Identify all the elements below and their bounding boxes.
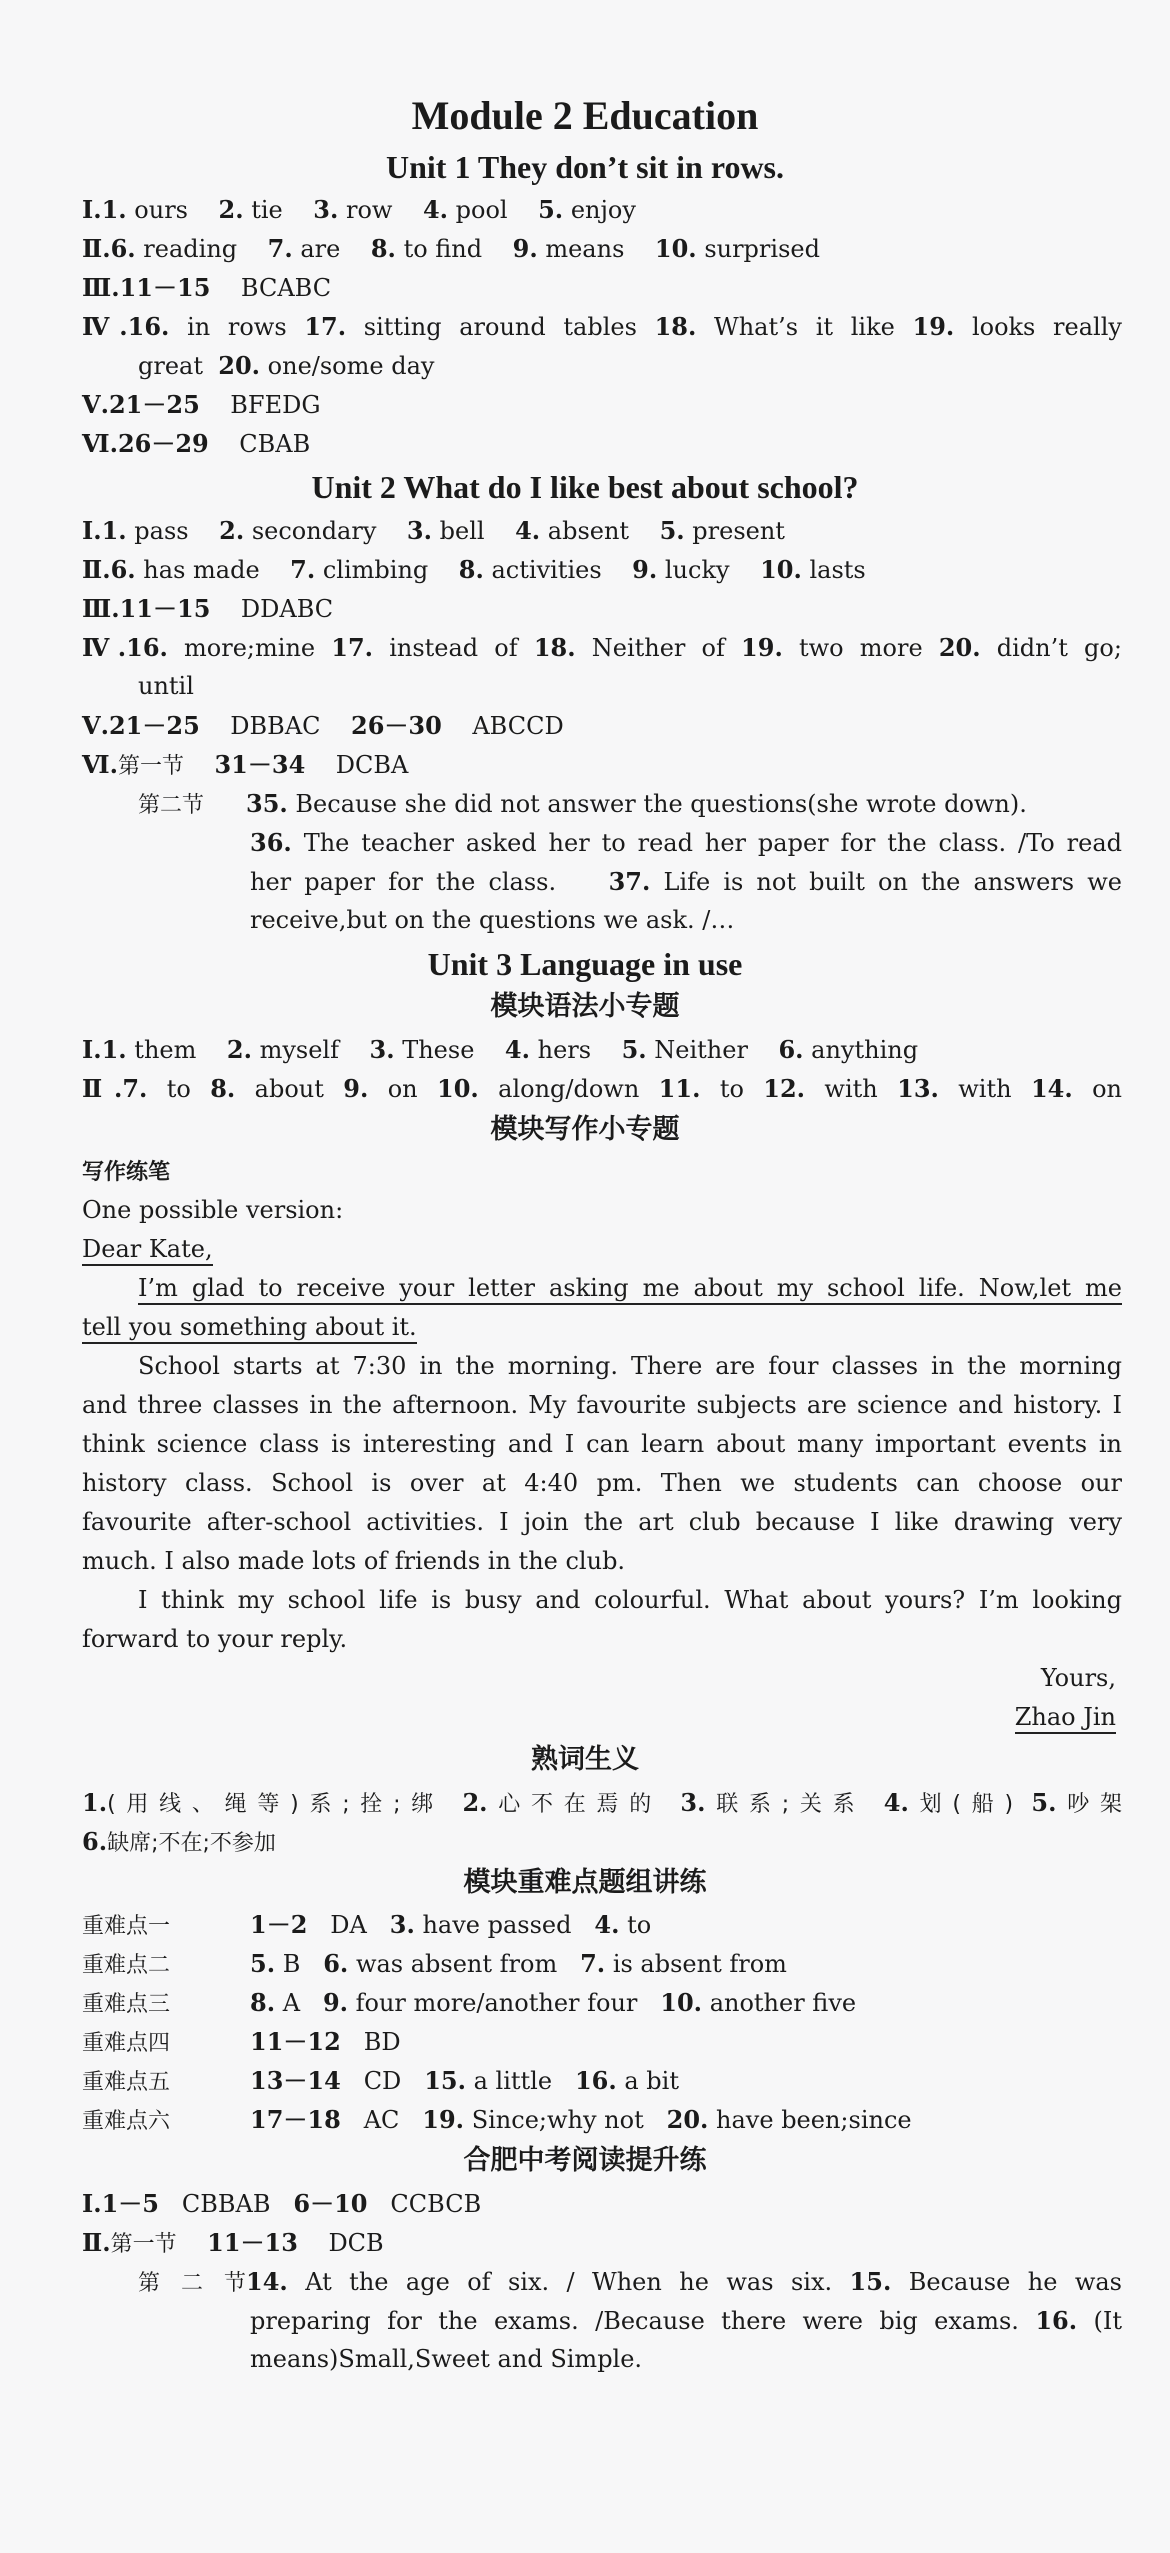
- unit1-title: Unit 1 They don’t sit in rows.: [386, 149, 784, 185]
- unit2-sec5: Ⅴ.21－25 DBBAC 26－30 ABCCD: [82, 711, 564, 740]
- unit2-sec6-part1: Ⅵ.第一节 31－34 DCBA: [82, 750, 409, 779]
- unit2-sec6-part2-line4: receive,but on the questions we ask. /…: [250, 906, 735, 934]
- unit2-sec4-line1: Ⅳ.16. more;mine 17. instead of 18. Neither of 19. two more 20. didn’t go;: [82, 633, 1122, 662]
- unit2-sec4-line2: until: [138, 672, 194, 700]
- vocab-line2: 6.缺席;不在;不参加: [82, 1827, 276, 1856]
- unit3-title: Unit 3 Language in use: [427, 946, 743, 982]
- unit2-sec1: Ⅰ.1. pass 2. secondary 3. bell 4. absent 5. present: [82, 516, 785, 545]
- unit1-sec4-line1: Ⅳ.16. in rows 17. sitting around tables 18. What’s it like 19. looks really: [82, 312, 1122, 341]
- difficulty-row: 重难点四 11－12 BD: [82, 2027, 401, 2056]
- reading-sec2-part2-line3: means)Small,Sweet and Simple.: [250, 2345, 643, 2373]
- unit2-sec6-part2-line3: her paper for the class. 37. Life is not built on the answers we: [250, 867, 1122, 896]
- unit2-sec2: Ⅱ.6. has made 7. climbing 8. activities 9. lucky 10. lasts: [82, 555, 866, 584]
- letter-p2-line1: School starts at 7:30 in the morning. There are four classes in the morning: [138, 1352, 1122, 1380]
- unit2-sec3: Ⅲ.11－15 DDABC: [82, 594, 334, 623]
- reading-sec2-part1: Ⅱ.第一节 11－13 DCB: [82, 2228, 384, 2257]
- letter-greeting: Dear Kate,: [82, 1230, 1122, 1269]
- writing-version: One possible version:: [82, 1196, 344, 1224]
- vocab-title: 熟词生义: [531, 1744, 639, 1775]
- grammar-sec2: Ⅱ.7. to 8. about 9. on 10. along/down 11. to 12. with 13. with 14. on: [82, 1074, 1123, 1103]
- unit1-sec5: Ⅴ.21－25 BFEDG: [82, 390, 321, 419]
- letter-p2-line4: history class. School is over at 4:40 pm. Then we students can choose our: [82, 1469, 1122, 1497]
- difficulty-row: 重难点二 5. B 6. was absent from 7. is absent from: [82, 1949, 787, 1978]
- reading-sec1: Ⅰ.1－5 CBBAB 6－10 CCBCB: [82, 2189, 482, 2218]
- unit1-sec1: Ⅰ.1. ours 2. tie 3. row 4. pool 5. enjoy: [82, 195, 636, 224]
- writing-label: 写作练笔: [82, 1160, 171, 1185]
- unit1-sec3: Ⅲ.11－15 BCABC: [82, 273, 332, 302]
- grammar-title: 模块语法小专题: [490, 991, 680, 1022]
- unit1-sec6: Ⅵ.26－29 CBAB: [82, 429, 311, 458]
- letter-p1-line1: I’m glad to receive your letter asking me about my school life. Now,let me: [138, 1269, 1122, 1308]
- reading-title: 合肥中考阅读提升练: [463, 2145, 707, 2176]
- letter-p3-line2: forward to your reply.: [82, 1625, 348, 1653]
- reading-sec2-part2-line2: preparing for the exams. /Because there were big exams. 16. (It: [250, 2306, 1122, 2335]
- difficulties-title: 模块重难点题组讲练: [463, 1867, 707, 1898]
- letter-p3-line1: I think my school life is busy and colourful. What about yours? I’m looking: [138, 1586, 1122, 1614]
- difficulty-row: 重难点一 1－2 DA 3. have passed 4. to: [82, 1910, 652, 1939]
- writing-title: 模块写作小专题: [490, 1114, 680, 1145]
- unit2-title: Unit 2 What do I like best about school?: [311, 469, 859, 505]
- unit2-sec6-part2-line2: 36. The teacher asked her to read her paper for the class. /To read: [250, 828, 1122, 857]
- difficulty-row: 重难点三 8. A 9. four more/another four 10. another five: [82, 1988, 857, 2017]
- difficulty-row: 重难点五 13－14 CD 15. a little 16. a bit: [82, 2066, 679, 2095]
- vocab-line1: 1.(用线、绳等)系;拴;绑 2.心不在焉的 3.联系;关系 4.划(船) 5.吵架: [82, 1788, 1122, 1817]
- grammar-sec1: Ⅰ.1. them 2. myself 3. These 4. hers 5. Neither 6. anything: [82, 1035, 919, 1064]
- reading-sec2-part2-line1: 第二节14. At the age of six. / When he was six. 15. Because he was: [138, 2267, 1122, 2296]
- letter-p1-line2: tell you something about it.: [82, 1308, 1122, 1347]
- letter-p2-line6: much. I also made lots of friends in the club.: [82, 1547, 626, 1575]
- unit1-sec2: Ⅱ.6. reading 7. are 8. to find 9. means 10. surprised: [82, 234, 820, 263]
- module-title: Module 2 Education: [411, 93, 759, 138]
- letter-p2-line3: think science class is interesting and I can learn about many important events in: [82, 1430, 1122, 1458]
- difficulty-row: 重难点六 17－18 AC 19. Since;why not 20. have been;since: [82, 2105, 912, 2134]
- letter-closing: Yours,: [1040, 1664, 1116, 1692]
- unit2-sec6-part2-line1: 第二节 35. Because she did not answer the questions(she wrote down).: [138, 789, 1027, 818]
- letter-p2-line2: and three classes in the afternoon. My favourite subjects are science and history. I: [82, 1391, 1122, 1419]
- unit1-sec4-line2: great 20. one/some day: [138, 351, 435, 380]
- letter-signature: Zhao Jin: [1015, 1698, 1116, 1737]
- letter-p2-line5: favourite after-school activities. I join the art club because I like drawing very: [82, 1508, 1122, 1536]
